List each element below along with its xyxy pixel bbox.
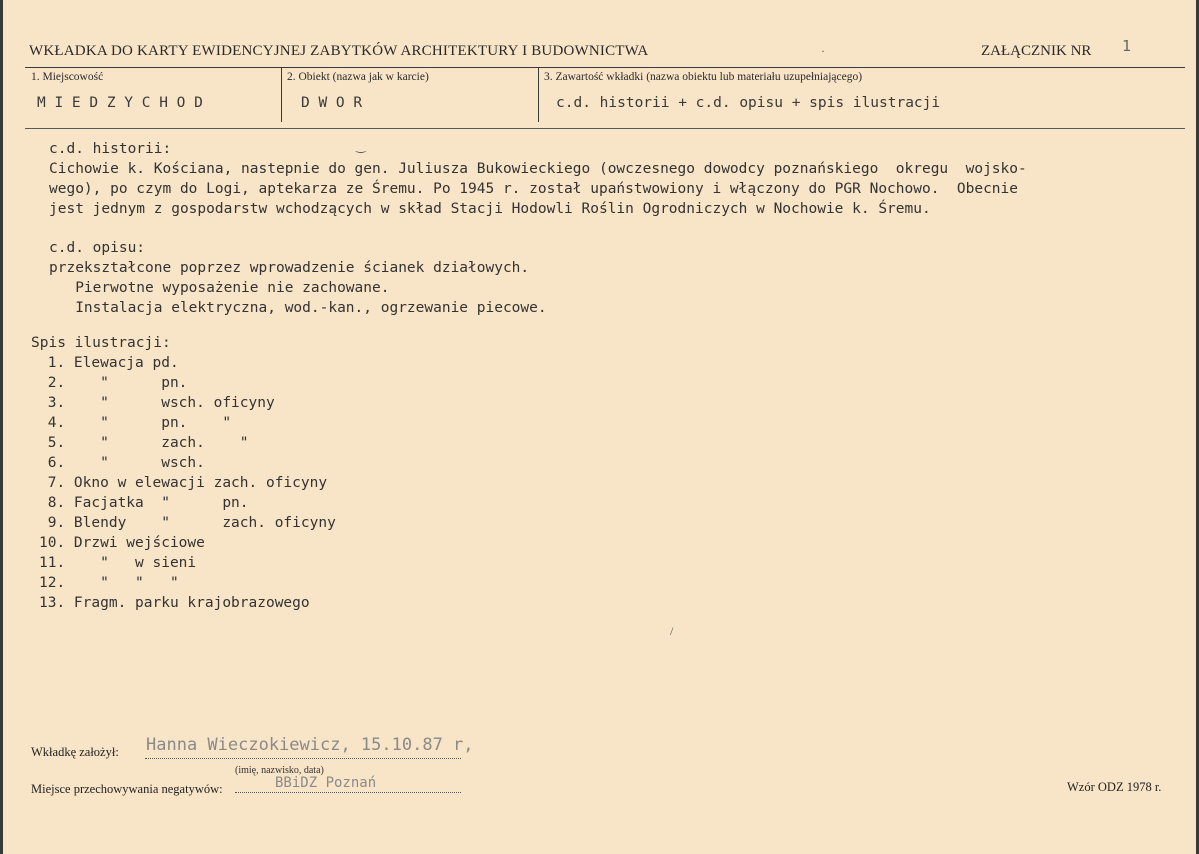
fields-rule xyxy=(25,128,1185,129)
negatives-value: BBiDZ Poznań xyxy=(275,775,377,791)
field-divider xyxy=(281,68,282,122)
field-divider xyxy=(538,68,539,122)
founder-sub-label: (imię, nazwisko, data) xyxy=(235,765,324,776)
illustration-item: 1. Elewacja pd. xyxy=(39,355,179,371)
negatives-line xyxy=(235,792,461,793)
history-line: Cichowie k. Kościana, nastepnie do gen. Juliusza Bukowieckiego (owczesnego dowodcy poznańskiego okregu wojsko- xyxy=(49,161,1027,177)
illustration-item: 8. Facjatka " pn. xyxy=(39,495,249,511)
illustrations-heading: Spis ilustracji: xyxy=(31,335,171,351)
field-value-object: D W O R xyxy=(301,95,363,111)
illustration-item: 7. Okno w elewacji zach. oficyny xyxy=(39,475,328,491)
negatives-label: Miejsce przechowywania negatywów: xyxy=(31,782,223,796)
founder-label: Wkładkę założył: xyxy=(31,745,119,759)
history-line: wego), po czym do Logi, aptekarza ze Śremu. Po 1945 r. został upaństwowiony i włączony do PGR Nochowo. Obecnie xyxy=(49,181,1019,197)
description-heading: c.d. opisu: xyxy=(49,240,146,256)
description-line: przekształcone poprzez wprowadzenie ścianek działowych. xyxy=(49,260,530,276)
field-value-locality: M I E D Z Y C H O D xyxy=(37,95,203,111)
description-line: Instalacja elektryczna, wod.-kan., ogrzewanie piecowe. xyxy=(49,300,547,316)
stray-mark: / xyxy=(670,624,674,638)
card-title: WKŁADKA DO KARTY EWIDENCYJNEJ ZABYTKÓW ARCHITEKTURY I BUDOWNICTWA xyxy=(29,43,649,59)
illustration-item: 9. Blendy " zach. oficyny xyxy=(39,515,336,531)
field-label-object: 2. Obiekt (nazwa jak w karcie) xyxy=(287,71,429,83)
history-heading: c.d. historii: xyxy=(49,141,172,157)
illustration-item: 11. " w sieni xyxy=(39,555,197,571)
stray-mark: ‿ xyxy=(356,139,366,153)
annex-label: ZAŁĄCZNIK NR xyxy=(981,43,1092,59)
annex-number: 1 xyxy=(1122,37,1132,55)
illustration-item: 10. Drzwi wejściowe xyxy=(39,535,205,551)
history-line: jest jednym z gospodarstw wchodzących w skład Stacji Hodowli Roślin Ogrodniczych w Nochowie k. Śremu. xyxy=(49,201,931,217)
illustration-item: 5. " zach. " xyxy=(39,435,249,451)
field-value-contents: c.d. historii + c.d. opisu + spis ilustracji xyxy=(556,95,941,111)
field-label-contents: 3. Zawartość wkładki (nazwa obiektu lub materiału uzupełniającego) xyxy=(544,71,863,83)
illustration-item: 3. " wsch. oficyny xyxy=(39,395,275,411)
illustration-item: 6. " wsch. xyxy=(39,455,205,471)
illustration-item: 4. " pn. " xyxy=(39,415,232,431)
founder-line xyxy=(145,758,461,759)
header-rule xyxy=(25,67,1185,68)
illustration-item: 2. " pn. xyxy=(39,375,188,391)
description-line: Pierwotne wyposażenie nie zachowane. xyxy=(49,280,390,296)
form-label: Wzór ODZ 1978 r. xyxy=(1067,780,1162,794)
stray-mark: · xyxy=(821,44,825,58)
field-label-locality: 1. Miejscowość xyxy=(31,71,104,83)
illustration-item: 12. " " " xyxy=(39,575,179,591)
founder-value: Hanna Wieczokiewicz, 15.10.87 r, xyxy=(146,735,474,755)
illustration-item: 13. Fragm. parku krajobrazowego xyxy=(39,595,310,611)
